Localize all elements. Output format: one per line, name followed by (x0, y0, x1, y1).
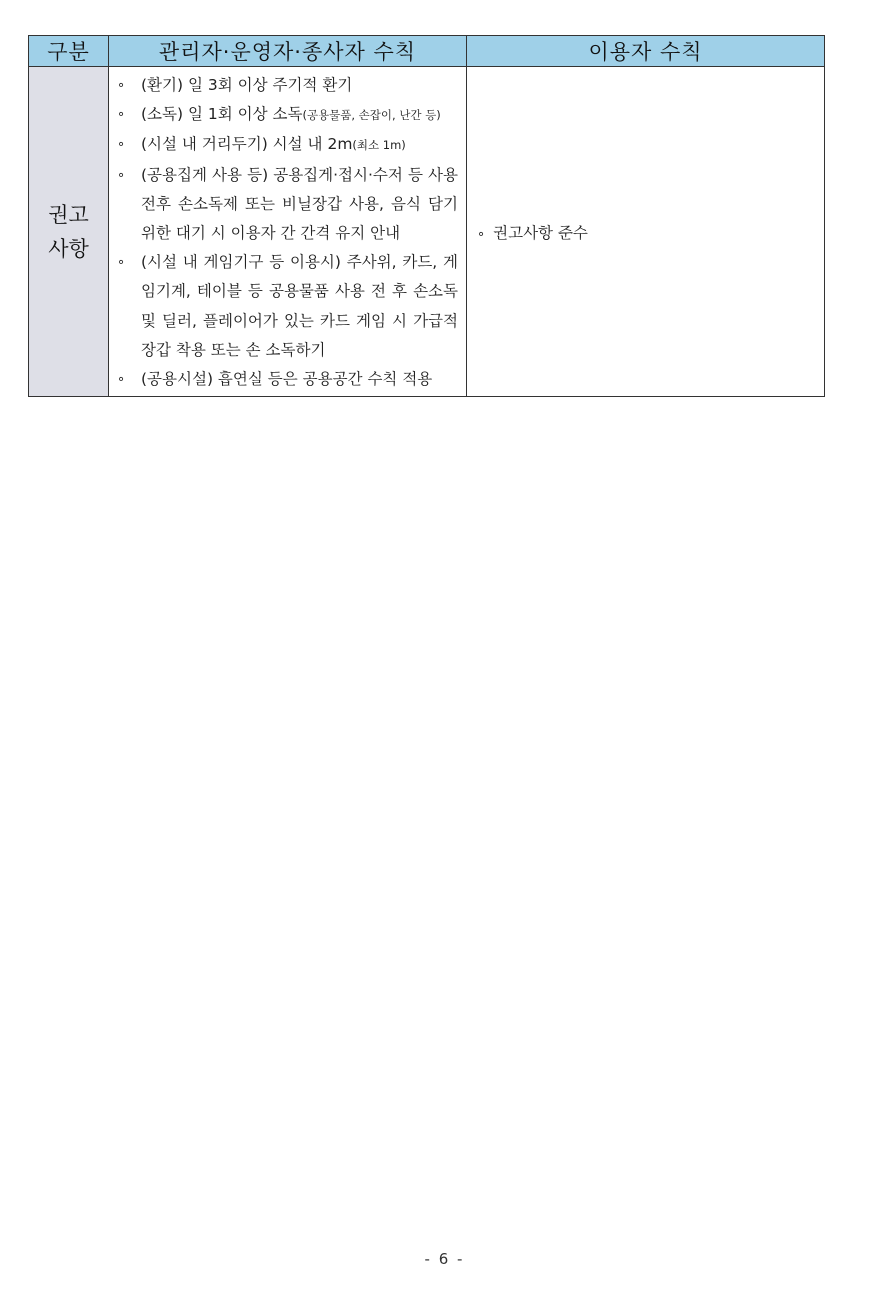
header-admin-rules: 관리자·운영자·종사자 수칙 (109, 36, 467, 67)
rule-text: (시설 내 거리두기) 시설 내 2m (141, 135, 353, 154)
admin-rules-cell (109, 67, 467, 397)
rule-text: (시설 내 게임기구 등 이용시) 주사위, 카드, 게임기계, 테이블 등 공용물품 사용 전 후 손소독 및 딜러, 플레이어가 있는 카드 게임 시 가급적 장갑 착용 또는 손 소독하기 (141, 253, 458, 359)
list-item (117, 161, 458, 249)
rule-note: (최소 1m) (352, 138, 406, 153)
bullet-icon: ∘ (117, 372, 126, 388)
rules-table (28, 35, 825, 397)
admin-rules-list (117, 71, 458, 394)
bullet-icon: ∘ (117, 137, 126, 153)
rule-text: (소독) 일 1회 이상 소독 (141, 105, 303, 124)
bullet-icon: ∘ (117, 78, 126, 93)
page-number: - 6 - (424, 1250, 465, 1268)
header-user-rules: 이용자 수칙 (467, 36, 825, 67)
category-line: 사항 (48, 236, 89, 261)
rule-text: 권고사항 준수 (493, 223, 588, 242)
list-item (477, 221, 814, 243)
list-item (117, 100, 458, 130)
bullet-icon: ∘ (117, 167, 126, 183)
rule-text: (공용시설) 흡연실 등은 공용공간 수칙 적용 (141, 370, 433, 389)
bullet-icon: ∘ (117, 107, 126, 123)
bullet-icon: ∘ (477, 226, 486, 242)
category-line: 권고 (48, 202, 89, 227)
list-item (117, 365, 458, 394)
list-item (117, 248, 458, 365)
header-category: 구분 (29, 36, 109, 67)
bullet-icon: ∘ (117, 255, 126, 271)
list-item (117, 130, 458, 160)
rule-note: (공용물품, 손잡이, 난간 등) (302, 108, 441, 123)
category-cell (29, 67, 109, 397)
rule-text: (공용집게 사용 등) 공용집게·접시·수저 등 사용 전후 손소독제 또는 비닐장갑 사용, 음식 담기 위한 대기 시 이용자 간 간격 유지 안내 (141, 165, 458, 243)
rule-text: (환기) 일 3회 이상 주기적 환기 (141, 76, 353, 94)
table-row (29, 67, 825, 397)
user-rules-cell (467, 67, 825, 397)
table-header-row (29, 36, 825, 67)
list-item (117, 71, 458, 100)
